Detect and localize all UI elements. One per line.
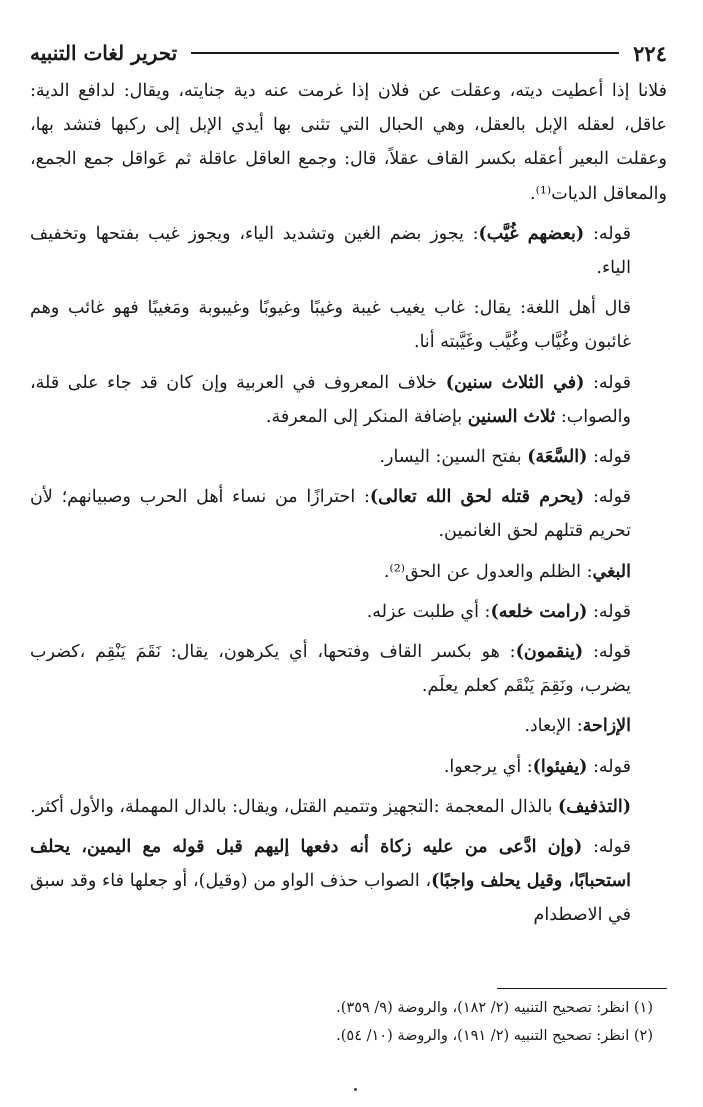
term-bold: البغي [592,561,631,582]
gloss-text: بإضافة المنكر إلى المعرفة. [265,406,468,427]
paragraph-11 [30,750,667,784]
lead-text: قوله: [587,756,631,777]
footnote-separator [497,988,667,989]
term-bold: (السَّعَة) [527,447,588,468]
paragraph-6 [30,480,667,548]
footnotes [30,994,667,1050]
lead-text: قوله: [584,372,631,393]
term-bold: (ينقمون) [515,642,584,663]
lead-text: قوله: [587,447,631,468]
paragraph-12 [30,790,667,824]
term-bold: الإزاحة [582,716,631,737]
gloss-text: ، الصواب حذف الواو من (وقيل)، أو جعلها فاء وقد سبق في الاصطدام [30,871,631,926]
paragraph-2 [30,217,667,285]
paragraph-3 [30,291,667,359]
gloss-text: : الإبعاد. [524,716,583,737]
paragraph-5 [30,440,667,474]
gloss-text: بالذال المعجمة :التجهيز وتتميم القتل، ويقال: بالدال المهملة، والأول أكثر. [30,796,559,817]
term-bold: ثلاث السنين [467,406,556,427]
page-number: ٢٢٤ [633,40,667,66]
term-bold: (رامت خلعه) [490,601,588,622]
gloss-text: : احترازًا من نساء أهل الحرب وصبيانهم؛ لأن تحريم قتلهم لحق الغانمين. [30,487,631,542]
paragraph-7 [30,555,667,589]
gloss-text: : يجوز بضم الغين وتشديد الياء، ويجوز غيب بفتحها وتخفيف الياء. [30,223,631,279]
main-text [30,74,667,939]
header-rule [191,52,619,54]
paragraph-10 [30,709,667,743]
footnote-2: (٢) انظر: تصحيح التنبيه (٢/ ١٩١)، والروضة (١٠/ ٥٤). [336,1028,653,1044]
page-mark [354,1088,357,1091]
lead-text: قوله: [587,601,631,622]
term-bold: (بعضهم غُيَّب) [478,223,585,244]
paragraph-1 [30,74,667,211]
term-bold: (يفيئوا) [532,756,588,777]
term-bold: (التذفيف) [558,796,631,817]
paragraph-9 [30,635,667,703]
gloss-text: بفتح السين: اليسار. [379,447,528,468]
footnote-1: (١) انظر: تصحيح التنبيه (٢/ ١٨٢)، والروضة (٩/ ٣٥٩). [336,1000,653,1016]
paragraph-8 [30,595,667,629]
running-title: تحرير لغات التنبيه [30,41,178,65]
term-bold: (وإن ادَّعى من عليه زكاة أنه دفعها إليهم قبل قوله مع اليمين، يحلف استحبابًا، وقيل يحلف واجبًا) [30,837,632,892]
term-bold: (يحرم قتله لحق الله تعالى) [369,487,585,508]
page-header [30,38,667,68]
lead-text: قوله: [584,487,631,508]
paragraph-4 [30,366,667,434]
gloss-text: : أي طلبت عزله. [366,601,491,622]
lead-text: قوله: [583,642,631,663]
gloss-text: : أي يرجعوا. [443,756,533,777]
gloss-text: خلاف المعروف في العربية وإن كان قد جاء على قلة، والصواب: [30,372,631,427]
paragraph-13 [30,830,667,933]
gloss-text: : هو بكسر القاف وفتحها، أي يكرهون، يقال: نَقَمَ يَنْقِم ،كضرب يضرب، ونَقِمَ يَنْقَم كعلم يعلَم. [30,642,631,697]
term-bold: (في الثلاث سنين) [445,372,585,393]
paragraph-1-text: فلانا إذا أعطيت ديته، وعقلت عن فلان إذا غرمت عنه دية جنايته، ويقال: لدافع الدية: عاقل، لعقله الإبل بالعقل، وهي الحبال التي تثنى بها أيدي الإبل إلى ركبها فتشد بها، وعقلت البعير أعقله بكسر القاف عقلاً، قال: وجمع العاقل عاقلة ثم عَواقل جمع الجمع، والمعاقل الديات⁽¹⁾. [30,81,668,204]
gloss-text: : الظلم والعدول عن الحق⁽²⁾. [383,561,593,582]
lead-text: قوله: [582,837,631,858]
paragraph-3-text: قال أهل اللغة: يقال: غاب يغيب غيبة وغيبًا وغيوبًا وغيبوبة ومَغيبًا فهو غائب وهم غائبون وغُيَّاب وغُيَّب وغَيَّبته أنا. [30,298,631,353]
lead-text: قوله: [584,223,631,244]
